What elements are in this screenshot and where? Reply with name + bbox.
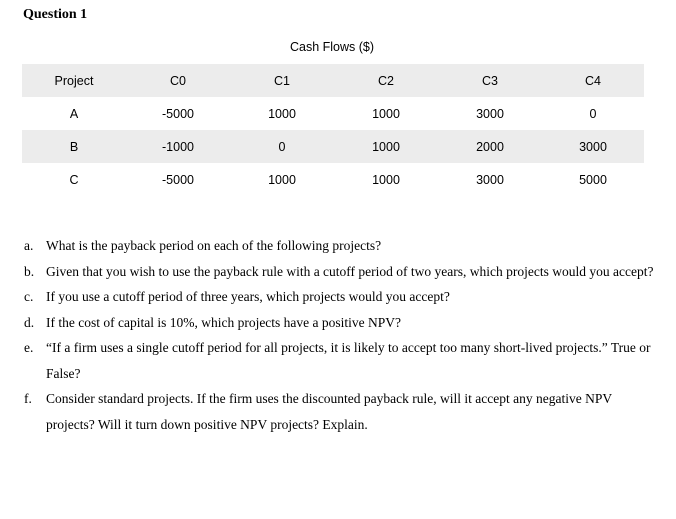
column-header: C1 bbox=[230, 64, 334, 97]
cash-flow-cell: 1000 bbox=[334, 163, 438, 196]
question-item bbox=[24, 386, 654, 437]
project-cell: B bbox=[22, 130, 126, 163]
question-text: Consider standard projects. If the firm uses the discounted payback rule, will it accept any negative NPV projects? Will it turn down positive NPV projects? Explain. bbox=[46, 391, 612, 432]
question-letter: f. bbox=[24, 391, 32, 406]
table-row bbox=[22, 97, 644, 130]
column-header: C2 bbox=[334, 64, 438, 97]
question-text: If you use a cutoff period of three years, which projects would you accept? bbox=[46, 289, 450, 304]
question-item bbox=[24, 259, 654, 285]
question-item bbox=[24, 310, 654, 336]
cash-flow-cell: 2000 bbox=[438, 130, 542, 163]
project-cell: C bbox=[22, 163, 126, 196]
cash-flow-table bbox=[22, 64, 644, 196]
question-list bbox=[24, 233, 654, 437]
cash-flow-cell: 3000 bbox=[438, 163, 542, 196]
table-header-row bbox=[22, 64, 644, 97]
question-text: What is the payback period on each of the following projects? bbox=[46, 238, 382, 253]
cash-flow-cell: 3000 bbox=[438, 97, 542, 130]
question-text: Given that you wish to use the payback rule with a cutoff period of two years, which projects would you accept? bbox=[46, 263, 654, 279]
question-letter: e. bbox=[24, 340, 34, 355]
table-row bbox=[22, 130, 644, 163]
table-row bbox=[22, 163, 644, 196]
cash-flow-cell: -5000 bbox=[126, 163, 230, 196]
question-text: If the cost of capital is 10%, which projects have a positive NPV? bbox=[46, 314, 402, 330]
table-caption: Cash Flows ($) bbox=[289, 40, 375, 54]
column-header: C3 bbox=[438, 64, 542, 97]
cash-flow-cell: -5000 bbox=[126, 97, 230, 130]
question-text: “If a firm uses a single cutoff period for all projects, it is likely to accept too many short-lived projects.” True or False? bbox=[46, 340, 651, 381]
column-header: Project bbox=[22, 64, 126, 97]
project-cell: A bbox=[22, 97, 126, 130]
question-item bbox=[24, 284, 654, 310]
cash-flow-cell: 1000 bbox=[230, 163, 334, 196]
cash-flow-cell: 5000 bbox=[542, 163, 644, 196]
cash-flow-cell: 1000 bbox=[334, 97, 438, 130]
question-letter: b. bbox=[24, 263, 35, 279]
cash-flow-cell: 1000 bbox=[334, 130, 438, 163]
column-header: C0 bbox=[126, 64, 230, 97]
question-item bbox=[24, 233, 654, 259]
column-header: C4 bbox=[542, 64, 644, 97]
question-letter: d. bbox=[24, 314, 35, 330]
cash-flow-cell: -1000 bbox=[126, 130, 230, 163]
cash-flow-cell: 0 bbox=[542, 97, 644, 130]
question-letter: c. bbox=[24, 289, 34, 304]
question-title: Question 1 bbox=[23, 7, 88, 22]
question-item bbox=[24, 335, 654, 386]
cash-flow-cell: 0 bbox=[230, 130, 334, 163]
cash-flow-cell: 1000 bbox=[230, 97, 334, 130]
question-letter: a. bbox=[24, 238, 34, 253]
cash-flow-cell: 3000 bbox=[542, 130, 644, 163]
